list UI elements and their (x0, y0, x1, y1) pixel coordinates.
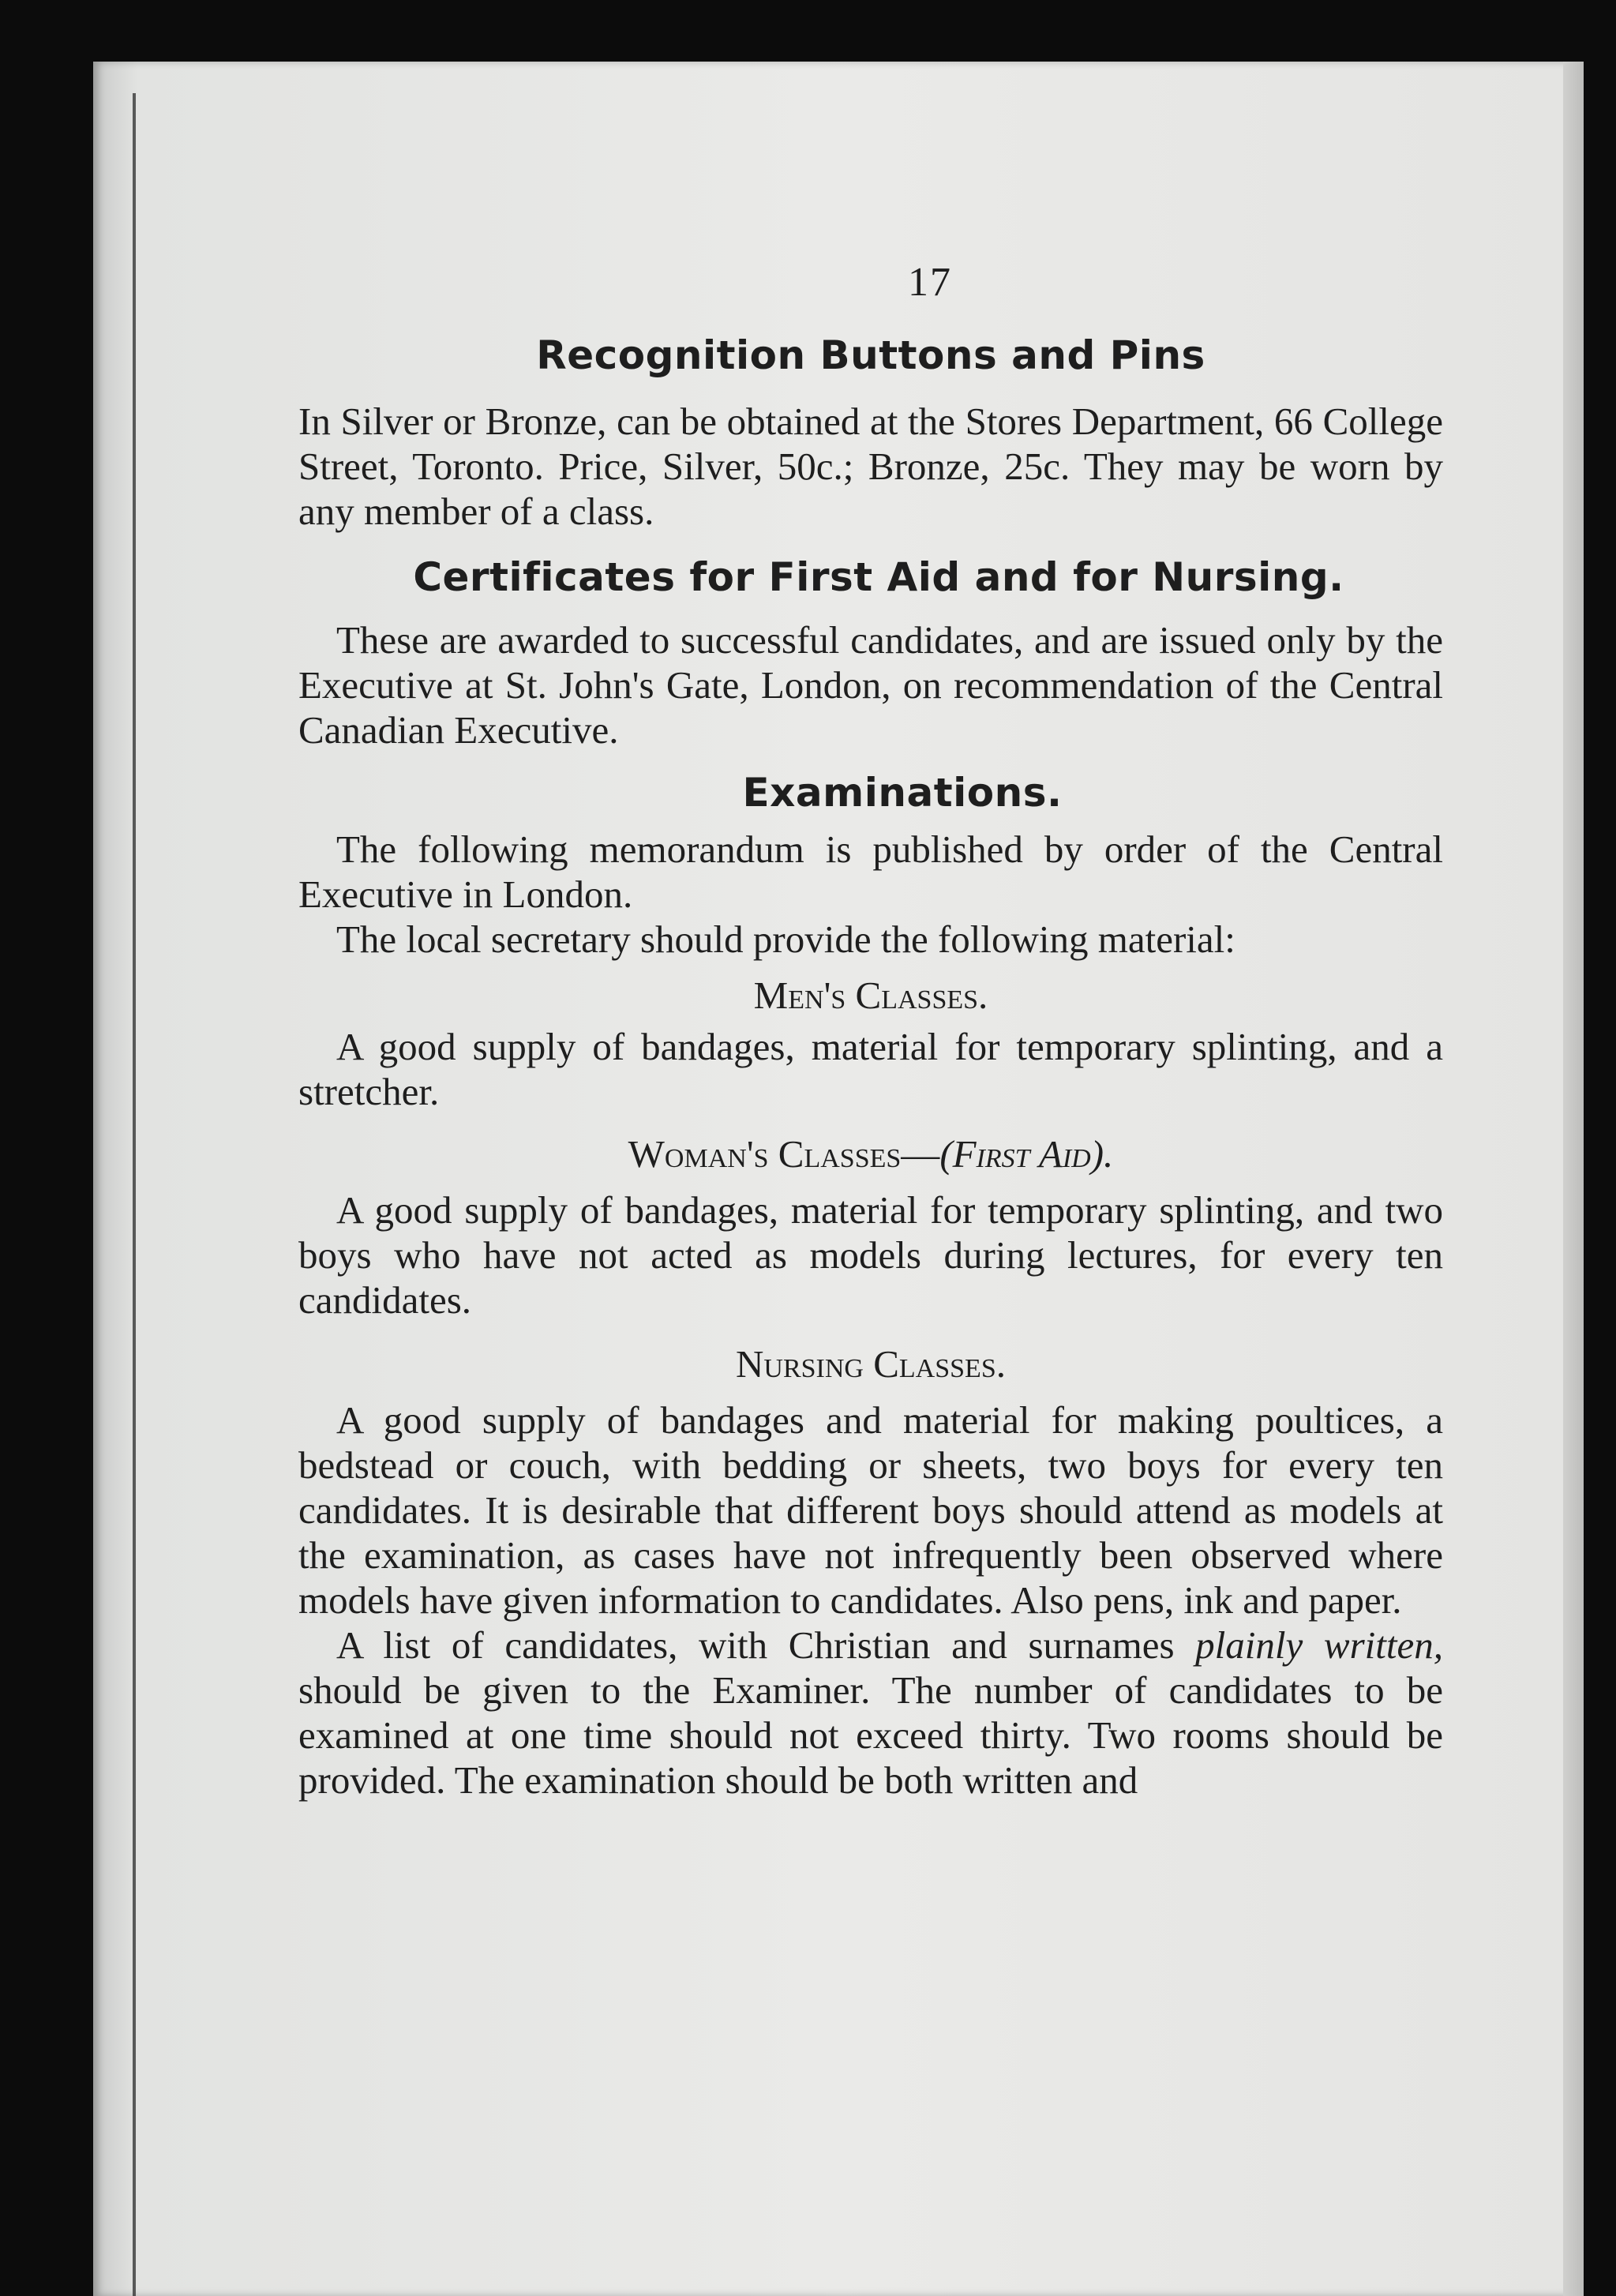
candidate-list-text-end: should be given to the Examiner. The number of candidates to be examined at one time should not exceed thirty. Two rooms should be provided. The examination should be both written and (298, 1668, 1443, 1802)
page-right-edge (1563, 62, 1584, 2296)
paragraph-certificates: These are awarded to successful candidates, and are issued only by the Executive at St. John's Gate, London, on recommendation of the Central Canadian Executive. (298, 618, 1443, 752)
paragraph-womans-classes: A good supply of bandages, material for temporary splinting, and two boys who have not acted as models during lectures, for every ten candidates. (298, 1188, 1443, 1322)
heading-examinations: Examinations. (742, 770, 1063, 816)
page-binding-edge (133, 93, 136, 2296)
heading-certificates: Certificates for First Aid and for Nursing. (413, 554, 1344, 600)
paragraph-nursing-classes: A good supply of bandages and material for making poultices, a bedstead or couch, with bedding or sheets, two boys for every ten candidates. It is desirable that different boys should attend as models at the examination, as cases have not infrequently been observed where models have given information to candidates. Also pens, ink and paper. (298, 1398, 1443, 1622)
heading-recognition-buttons: Recognition Buttons and Pins (536, 332, 1205, 378)
page-content (298, 259, 1443, 1803)
candidate-list-italic: plainly written, (1195, 1623, 1443, 1667)
subheading-womans-classes (298, 1131, 1443, 1176)
book-page (93, 62, 1584, 2296)
womans-heading-text: Woman's Classes— (628, 1132, 940, 1176)
paragraph-candidate-list (298, 1623, 1443, 1803)
paragraph-recognition: In Silver or Bronze, can be obtained at the Stores Department, 66 College Street, Toronto. Price, Silver, 50c.; Bronze, 25c. They may be worn by any member of a class. (298, 400, 1443, 533)
paragraph-mens-classes: A good supply of bandages, material for temporary splinting, and a stretcher. (298, 1025, 1443, 1113)
womans-heading-italic: (First Aid). (939, 1132, 1114, 1176)
paragraph-memorandum: The following memorandum is published by order of the Central Executive in London. (298, 827, 1443, 916)
paragraph-local-secretary: The local secretary should provide the following material: (336, 917, 1235, 961)
page-number: 17 (908, 260, 952, 305)
subheading-nursing-classes: Nursing Classes. (736, 1342, 1006, 1386)
subheading-mens-classes: Men's Classes. (753, 974, 988, 1017)
candidate-list-text-start: A list of candidates, with Christian and surnames (336, 1623, 1175, 1667)
